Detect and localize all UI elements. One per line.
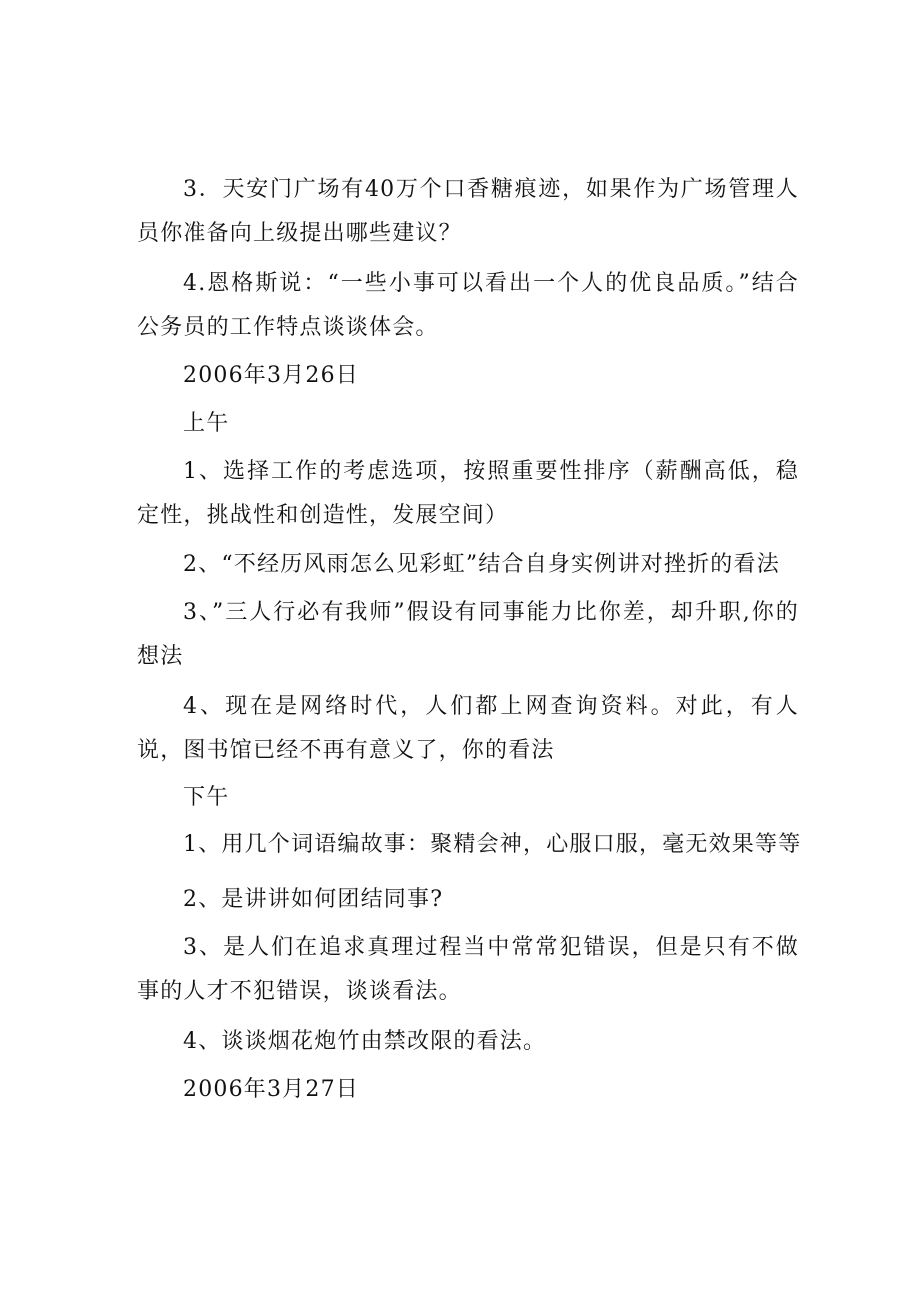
date-heading-0326: 2006年3月26日: [183, 363, 359, 388]
morning-question-2: 2、“不经历风雨怎么见彩虹”结合自身实例讲对挫折的看法: [183, 552, 780, 577]
morning-question-4: 4、现在是网络时代，人们都上网查询资料。对此，有人说，图书馆已经不再有意义了，你的看法: [137, 694, 799, 763]
afternoon-question-4: 4、谈谈烟花炮竹由禁改限的看法。: [183, 1029, 547, 1054]
morning-question-1: 1、选择工作的考虑选项，按照重要性排序（薪酬高低，稳定性，挑战性和创造性，发展空间）: [137, 459, 799, 528]
question-4-paragraph: 4.恩格斯说：“一些小事可以看出一个人的优良品质。”结合公务员的工作特点谈谈体会。: [137, 271, 799, 340]
question-3-paragraph: 3．天安门广场有40万个口香糖痕迹，如果作为广场管理人员你准备向上级提出哪些建议？: [137, 177, 799, 246]
morning-heading: 上午: [183, 411, 230, 436]
afternoon-question-1: 1、用几个词语编故事：聚精会神，心服口服，毫无效果等等: [183, 832, 802, 857]
afternoon-question-2: 2、是讲讲如何团结同事?: [183, 887, 444, 912]
afternoon-heading: 下午: [183, 785, 230, 810]
date-heading-0327: 2006年3月27日: [183, 1077, 359, 1102]
afternoon-question-3: 3、是人们在追求真理过程当中常常犯错误，但是只有不做事的人才不犯错误，谈谈看法。: [137, 935, 799, 1004]
morning-question-3: 3、”三人行必有我师”假设有同事能力比你差，却升职,你的想法: [137, 600, 799, 669]
